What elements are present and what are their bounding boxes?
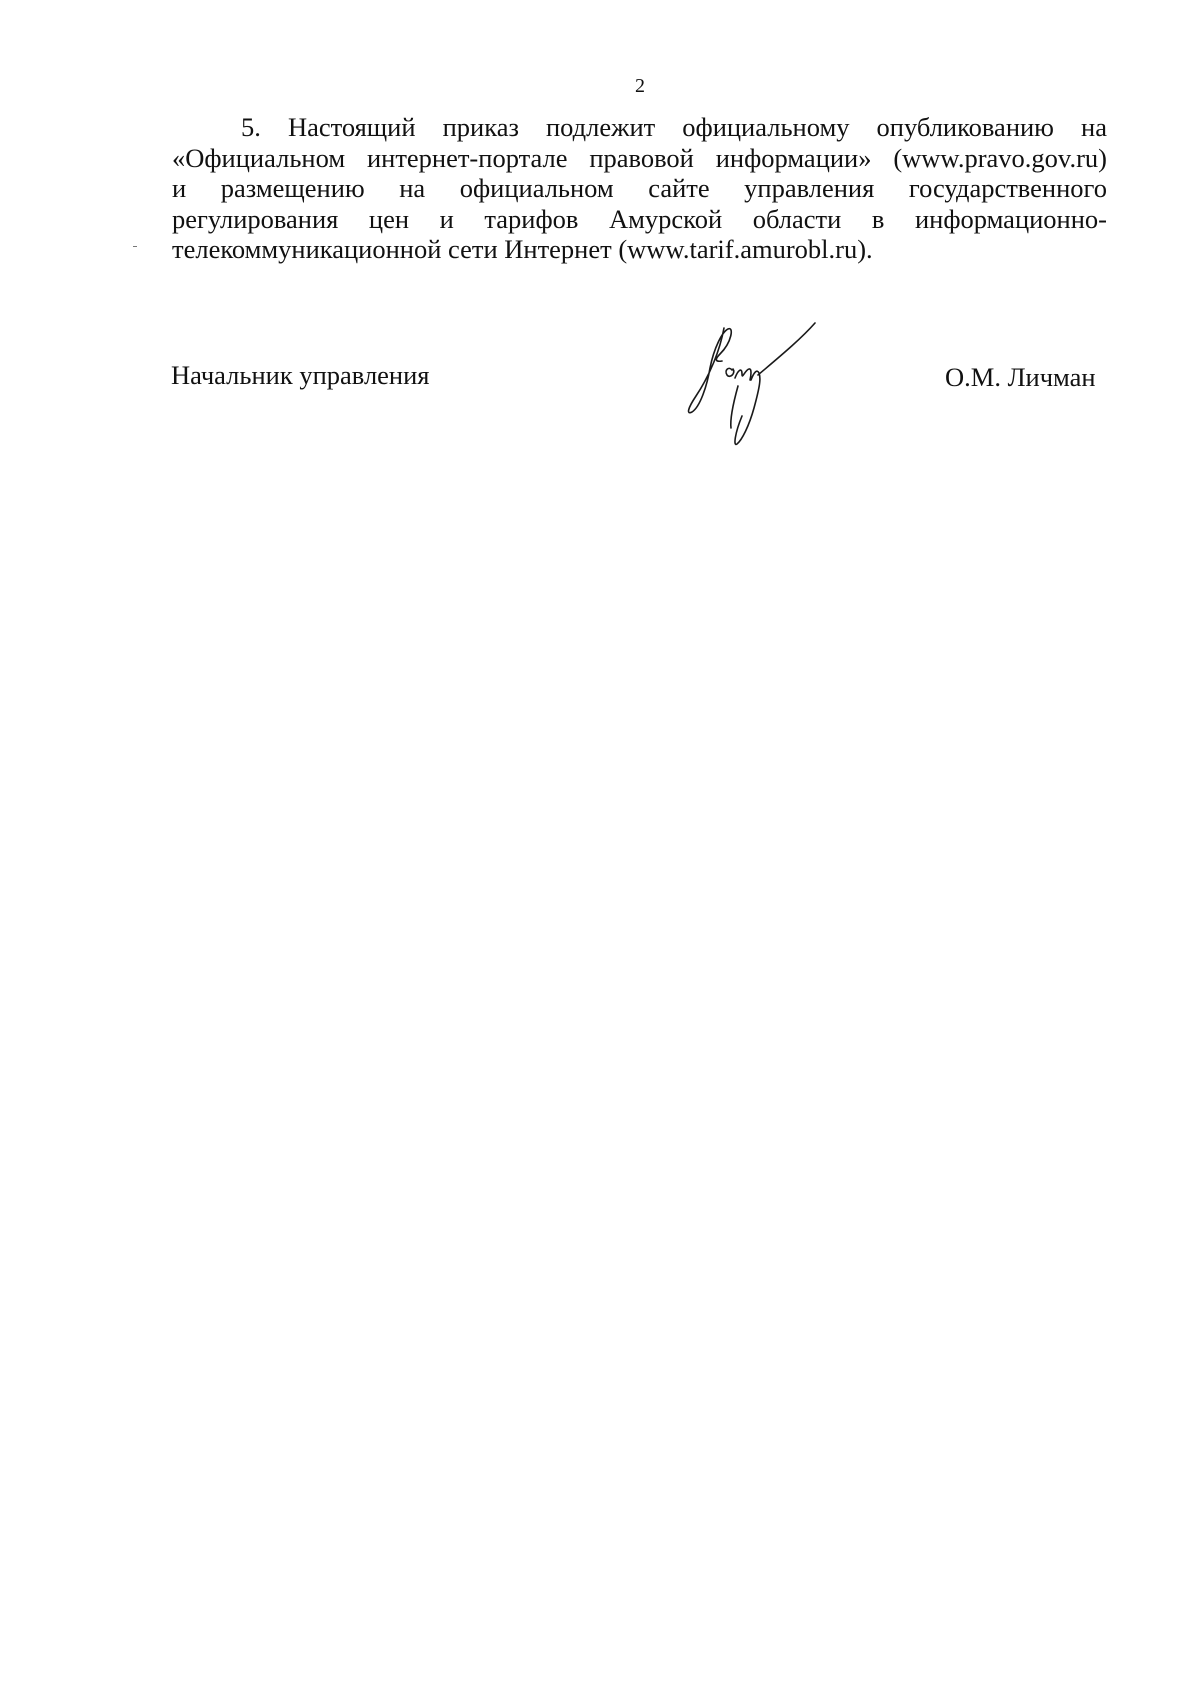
scan-speck (133, 246, 137, 247)
signer-name: О.М. Личман (945, 362, 1096, 392)
order-paragraph (172, 112, 1107, 265)
page-number: 2 (635, 75, 645, 97)
paragraph-line: 5. Настоящий приказ подлежит официальному опубликованию на (241, 112, 1107, 142)
paragraph-line: регулирования цен и тарифов Амурской области в информационно- (172, 203, 1107, 234)
paragraph-line: телекоммуникационной сети Интернет (www.tarif.amurobl.ru). (172, 234, 873, 264)
paragraph-line: и размещению на официальном сайте управления государственного (172, 173, 1107, 203)
signer-title: Начальник управления (171, 360, 430, 390)
paragraph-line: «Официальном интернет-портале правовой информации» (www.pravo.gov.ru) (172, 142, 1107, 173)
handwritten-signature (680, 320, 850, 470)
